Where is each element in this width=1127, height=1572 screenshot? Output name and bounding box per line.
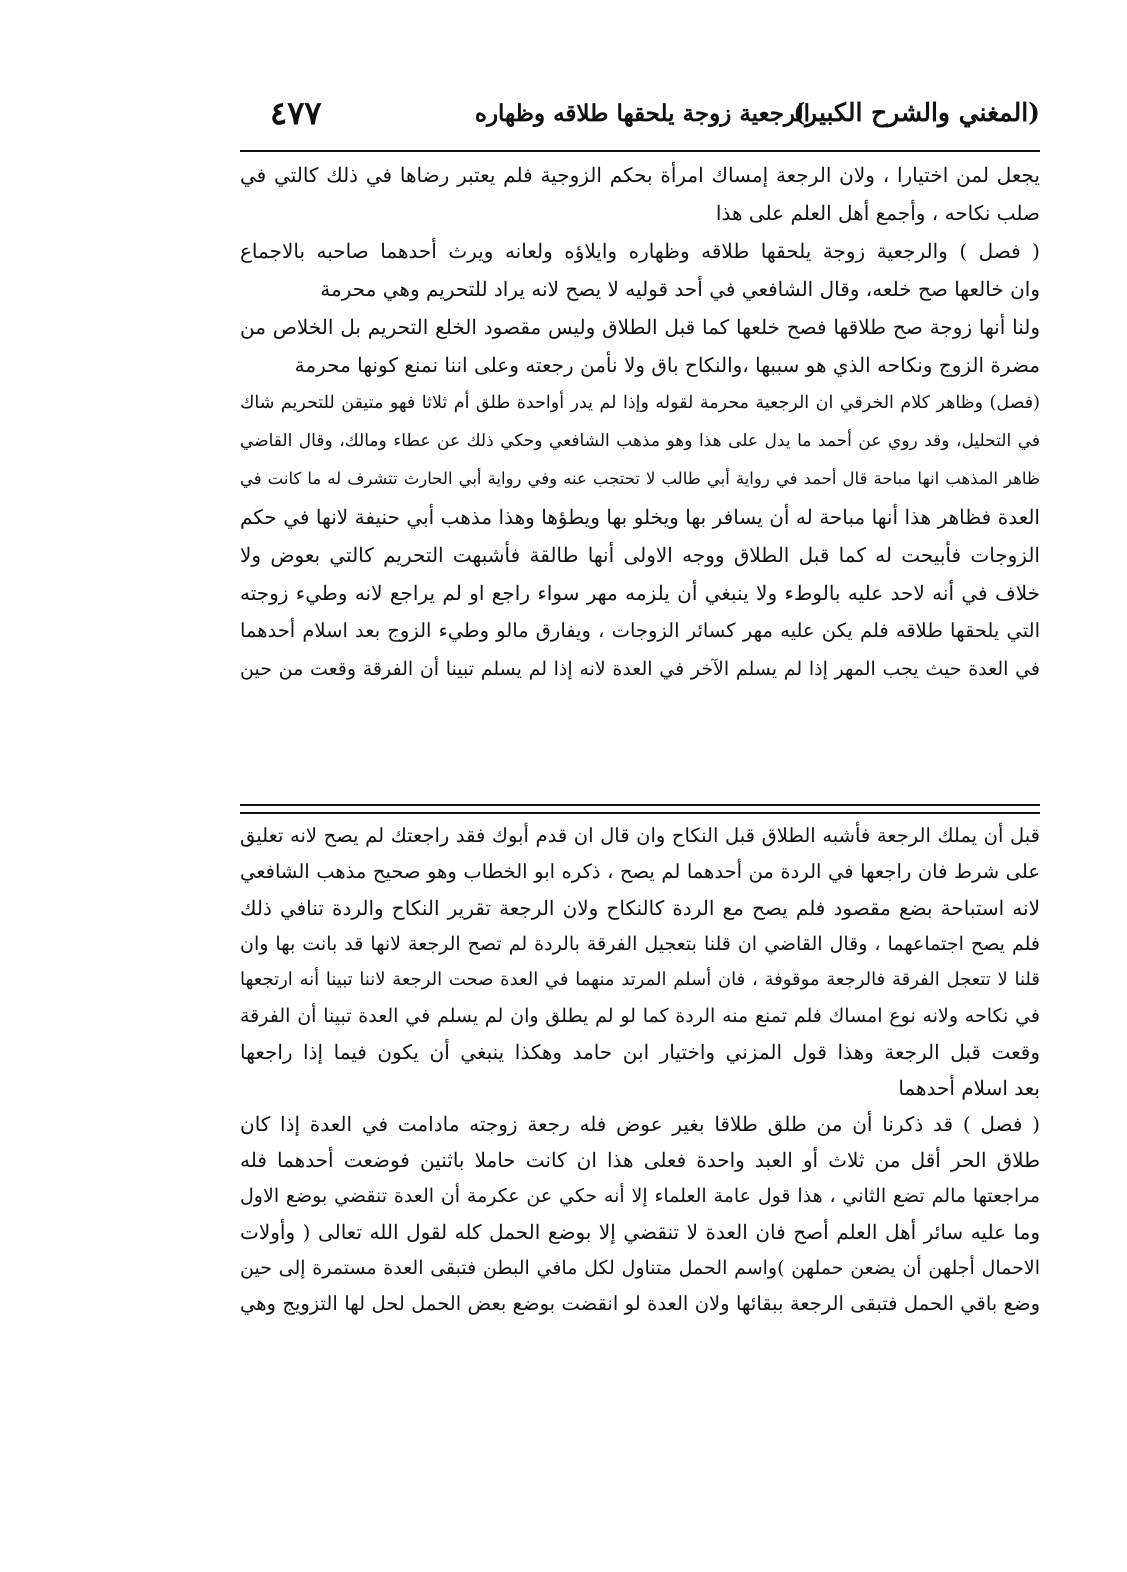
text-line: ظاهر المذهب انها مباحة قال أحمد في رواية أبي طالب لا تحتجب عنه وفي رواية أبي الحارث تتشرف له ما كانت في <box>240 469 1040 488</box>
text-line: في العدة حيث يجب المهر إذا لم يسلم الآخر في العدة لانه إذا لم يسلم تبينا أن الفرقة وقعت من حين <box>240 658 1040 680</box>
main-text <box>240 156 1040 688</box>
text-line: مراجعتها مالم تضع الثاني ، هذا قول عامة العلماء إلا أنه حكي عن عكرمة أن العدة تنقضي بوضع الاول <box>240 1185 1040 1207</box>
text-line: على شرط فان راجعها في الردة من أحدهما لم يصح ، ذكره ابو الخطاب وهو صحيح مذهب الشافعي <box>240 860 1040 883</box>
text-line: وقعت قبل الرجعة وهذا قول المزني واختيار ابن حامد وهكذا ينبغي أن يكون فيما إذا راجعها <box>240 1040 1040 1064</box>
text-line: يجعل لمن اختيارا ، ولان الرجعة إمساك امرأة بحكم الزوجية فلم يعتبر رضاها في ذلك كالتي في <box>240 163 1040 187</box>
text-line: في نكاحه ولانه نوع امساك فلم تمنع منه الردة كما لو لم يطلق وان لم يسلم في العدة تبينا أن الفرقة <box>240 1005 1040 1027</box>
text-line: قلنا لا تتعجل الفرقة فالرجعة موقوفة ، فان أسلم المرتد منهما في العدة صحت الرجعة لاننا تبينا أنه ارتجعها <box>240 969 1040 990</box>
text-line: صلب نكاحه ، وأجمع أهل العلم على هذا <box>715 201 1040 225</box>
text-line: في التحليل، وقد روي عن أحمد ما يدل على هذا وهو مذهب الشافعي وحكي ذلك عن عطاء ومالك، وقال القاضي <box>240 431 1040 451</box>
text-line: التي يلحقها طلاقه فلم يكن عليه مهر كسائر الزوجات ، ويفارق مالو وطيء الزوج بعد اسلام أحدهما <box>240 619 1040 642</box>
page-number: ٤٧٧ <box>270 94 322 132</box>
section-divider <box>240 804 1040 814</box>
text-line: الزوجات فأبيحت له كما قبل الطلاق ووجه الاولى أنها طالقة فأشبهت التحريم كالتي بعوض ولا <box>240 543 1040 567</box>
text-line: وان خالعها صح خلعه، وقال الشافعي في أحد قوليه لا يصح لانه يراد للتحريم وهي محرمة <box>320 277 1040 301</box>
text-line: طلاق الحر أقل من ثلاث أو العبد واحدة فعلى هذا ان كانت حاملا باثنين فوضعت أحدهما فله <box>240 1148 1040 1172</box>
text-line: بعد اسلام أحدهما <box>898 1076 1040 1100</box>
section-title: الرجعية زوجة يلحقها طلاقه وظهاره <box>474 100 810 127</box>
text-line: فلم يصح اجتماعهما ، وقال القاضي ان قلنا بتعجيل الفرقة بالردة لم تصح الرجعة لانها قد بانت بها وان <box>240 933 1040 955</box>
text-line: لانه استباحة بضع مقصود فلم يصح مع الردة كالنكاح ولان الرجعة تقرير النكاح والردة تنافي ذلك <box>240 896 1040 920</box>
text-line: مضرة الزوج ونكاحه الذي هو سببها ،والنكاح باق ولا نأمن رجعته وعلى اننا نمنع كونها محرمة <box>294 353 1040 377</box>
text-line: العدة فظاهر هذا أنها مباحة له أن يسافر بها ويخلو بها ويطؤها وهذا مذهب أبي حنيفة لانها في حكم <box>240 505 1040 529</box>
text-line: قبل أن يملك الرجعة فأشبه الطلاق قبل النكاح وان قال ان قدم أبوك فقد راجعتك لم يصح لانه تعليق <box>240 824 1040 847</box>
text-line: وضع باقي الحمل فتبقى الرجعة ببقائها ولان العدة لو انقضت بوضع بعض الحمل لحل لها التزويج وهي <box>240 1292 1040 1315</box>
text-line: ( فصل ) قد ذكرنا أن من طلق طلاقا بغير عوض فله رجعة زوجته مادامت في العدة إذا كان <box>240 1112 1040 1136</box>
page-header <box>240 96 1040 152</box>
text-line: ( فصل ) والرجعية زوجة يلحقها طلاقه وظهاره وايلاؤه ولعانه ويرث أحدهما صاحبه بالاجماع <box>240 239 1040 263</box>
book-title: (المغني والشرح الكبير) <box>793 98 1040 127</box>
text-line: (فصل) وظاهر كلام الخرقي ان الرجعية محرمة لقوله وإذا لم يدر أواحدة طلق أم ثلاثا فهو متيقن للتحريم شاك <box>240 393 1040 413</box>
lower-text <box>240 818 1040 1322</box>
text-line: الاحمال أجلهن أن يضعن حملهن )واسم الحمل متناول لكل مافي البطن فتبقى العدة مستمرة إلى حين <box>240 1257 1040 1279</box>
text-line: خلاف في أنه لاحد عليه بالوطء ولا ينبغي أن يلزمه مهر سواء راجع او لم يراجع لانه وطيء زوجته <box>240 581 1040 605</box>
text-line: وما عليه سائر أهل العلم أصح فان العدة لا تنقضي إلا بوضع الحمل كله لقول الله تعالى ( وأولات <box>240 1220 1040 1244</box>
text-line: ولنا أنها زوجة صح طلاقها فصح خلعها كما قبل الطلاق وليس مقصود الخلع التحريم بل الخلاص من <box>240 315 1040 339</box>
